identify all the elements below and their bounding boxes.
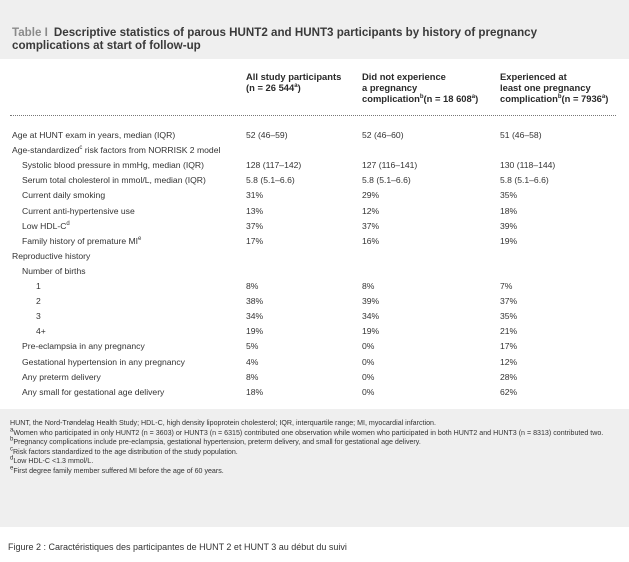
header-divider	[10, 115, 616, 116]
table-row	[0, 371, 629, 384]
column-header-all	[246, 71, 341, 93]
row-label: 3	[36, 311, 41, 322]
row-label: 1	[36, 281, 41, 291]
cell-all: 19%	[246, 326, 264, 337]
cell-all: 5%	[246, 341, 259, 352]
cell-no-complication: 127 (116–141)	[362, 160, 418, 171]
cell-no-complication: 52 (46–60)	[362, 130, 404, 140]
row-label: Age at HUNT exam in years, median (IQR)	[12, 130, 176, 140]
table-row	[0, 325, 629, 338]
table-row	[0, 250, 629, 263]
table-row	[0, 144, 629, 157]
cell-complication: 37%	[500, 296, 518, 307]
figure-caption: Figure 2 : Caractéristiques des participantes de HUNT 2 et HUNT 3 au début du suivi	[8, 542, 347, 552]
cell-all: 4%	[246, 356, 259, 367]
column-header-no-complication	[362, 71, 478, 104]
table-label: Table I	[12, 26, 48, 39]
table-row	[0, 356, 629, 369]
cell-no-complication: 12%	[362, 205, 380, 216]
footnote-e: $^e$First degree family member suffered MI before the age of 60 years.	[10, 465, 224, 475]
table-row	[0, 310, 629, 323]
row-label: Age-standardized$^c$ risk factors from NORRISK 2 model	[12, 145, 221, 156]
column-header-no-line3: complication$^b$(n = 18 608$^a$)	[362, 93, 479, 104]
cell-all: 37%	[246, 220, 264, 231]
footnote-a: $^a$Women who participated in only HUNT2 (n = 3603) or HUNT3 (n = 6315) contributed one observation while women who participated in both HUNT2 and HUNT3 (n = 8313) contributed two.	[10, 427, 604, 437]
table-row	[0, 174, 629, 187]
cell-no-complication: 8%	[362, 281, 375, 291]
table-row	[0, 386, 629, 399]
table-body	[0, 59, 629, 409]
cell-all: 8%	[246, 371, 259, 382]
table-row	[0, 189, 629, 202]
table-row	[0, 340, 629, 353]
row-label: Systolic blood pressure in mmHg, median (IQR)	[22, 160, 204, 171]
cell-no-complication: 37%	[362, 220, 380, 231]
footnote-c: $^c$Risk factors standardized to the age distribution of the study population.	[10, 446, 238, 456]
table-title-text: Descriptive statistics of parous HUNT2 and HUNT3 participants by history of pregnancy complications at start of follow-up	[12, 26, 538, 52]
row-label: Any small for gestational age delivery	[22, 386, 165, 397]
cell-complication: 35%	[500, 190, 518, 201]
column-header-no-line1: Did not experience	[362, 71, 446, 82]
cell-all: 34%	[246, 311, 264, 322]
table-row	[0, 280, 629, 293]
cell-no-complication: 19%	[362, 326, 380, 337]
cell-all: 17%	[246, 235, 264, 246]
row-label: Reproductive history	[12, 250, 91, 261]
row-label: Current anti-hypertensive use	[22, 205, 135, 216]
table-row	[0, 205, 629, 218]
cell-all: 8%	[246, 281, 259, 291]
column-header-complication	[500, 71, 608, 104]
footnote-abbreviations: HUNT, the Nord-Trøndelag Health Study; HDL-C, high density lipoprotein cholesterol; IQR, interquartile range; MI, myocardial infarction.	[10, 419, 436, 427]
column-header-all-line2: (n = 26 544$^a$)	[246, 82, 301, 93]
footnote-b: $^b$Pregnancy complications include pre-eclampsia, gestational hypertension, preterm delivery, and small for gestational age delivery.	[10, 436, 421, 447]
row-label: Number of births	[22, 265, 86, 276]
cell-complication: 62%	[500, 386, 518, 397]
row-label: Pre-eclampsia in any pregnancy	[22, 341, 145, 352]
row-label: Any preterm delivery	[22, 371, 101, 382]
cell-complication: 51 (46–58)	[500, 130, 542, 140]
cell-complication: 39%	[500, 220, 518, 231]
row-label: Current daily smoking	[22, 190, 106, 201]
cell-no-complication: 16%	[362, 235, 380, 246]
cell-all: 31%	[246, 190, 264, 201]
row-label: Low HDL-$C^d$	[22, 220, 70, 231]
cell-complication: 28%	[500, 371, 518, 382]
cell-no-complication: 34%	[362, 311, 380, 322]
column-header-all-line1: All study participants	[246, 71, 342, 82]
table-row	[0, 129, 629, 142]
column-header-yes-line1: Experienced at	[500, 71, 567, 82]
cell-no-complication: 29%	[362, 190, 380, 201]
column-header-no-line2: a pregnancy	[362, 82, 418, 93]
table-footnotes	[10, 419, 620, 477]
table-title-bar	[0, 0, 629, 58]
column-header-yes-line3: complication$^b$(n = $7936^a$)	[500, 93, 609, 104]
row-label: Serum total cholesterol in mmol/L, median (IQR)	[22, 175, 206, 186]
cell-no-complication: 0%	[362, 371, 375, 382]
cell-complication: 35%	[500, 311, 518, 322]
cell-all: 13%	[246, 205, 264, 216]
cell-no-complication: 0%	[362, 356, 375, 367]
cell-complication: 19%	[500, 235, 518, 246]
row-label: 2	[36, 296, 41, 307]
cell-all: 52 (46–59)	[246, 130, 288, 140]
cell-all: 18%	[246, 386, 264, 397]
cell-all: 5.8 (5.1–6.6)	[246, 175, 295, 186]
cell-complication: 5.8 (5.1–6.6)	[500, 175, 549, 186]
cell-all: 38%	[246, 296, 264, 307]
table-row	[0, 295, 629, 308]
cell-all: 128 (117–142)	[246, 160, 302, 171]
cell-no-complication: 5.8 (5.1–6.6)	[362, 175, 411, 186]
cell-no-complication: 0%	[362, 386, 375, 397]
column-header-yes-line2: least one pregnancy	[500, 82, 591, 93]
cell-complication: 12%	[500, 356, 518, 367]
row-label: Family history of premature MIe	[22, 235, 142, 246]
table-row	[0, 220, 629, 233]
cell-complication: 17%	[500, 341, 518, 352]
cell-complication: 21%	[500, 326, 518, 337]
cell-no-complication: 39%	[362, 296, 380, 307]
table-row	[0, 235, 629, 248]
table-row	[0, 265, 629, 278]
table-title	[12, 26, 612, 52]
footnote-d: $^d$Low HDL-C <1.3 mmol/L.	[10, 456, 94, 466]
cell-complication: 130 (118–144)	[500, 160, 556, 171]
cell-complication: 7%	[500, 281, 513, 291]
row-label: 4+	[36, 326, 46, 337]
row-label: Gestational hypertension in any pregnancy	[22, 356, 185, 367]
cell-complication: 18%	[500, 205, 518, 216]
table-row	[0, 159, 629, 172]
cell-no-complication: 0%	[362, 341, 375, 352]
